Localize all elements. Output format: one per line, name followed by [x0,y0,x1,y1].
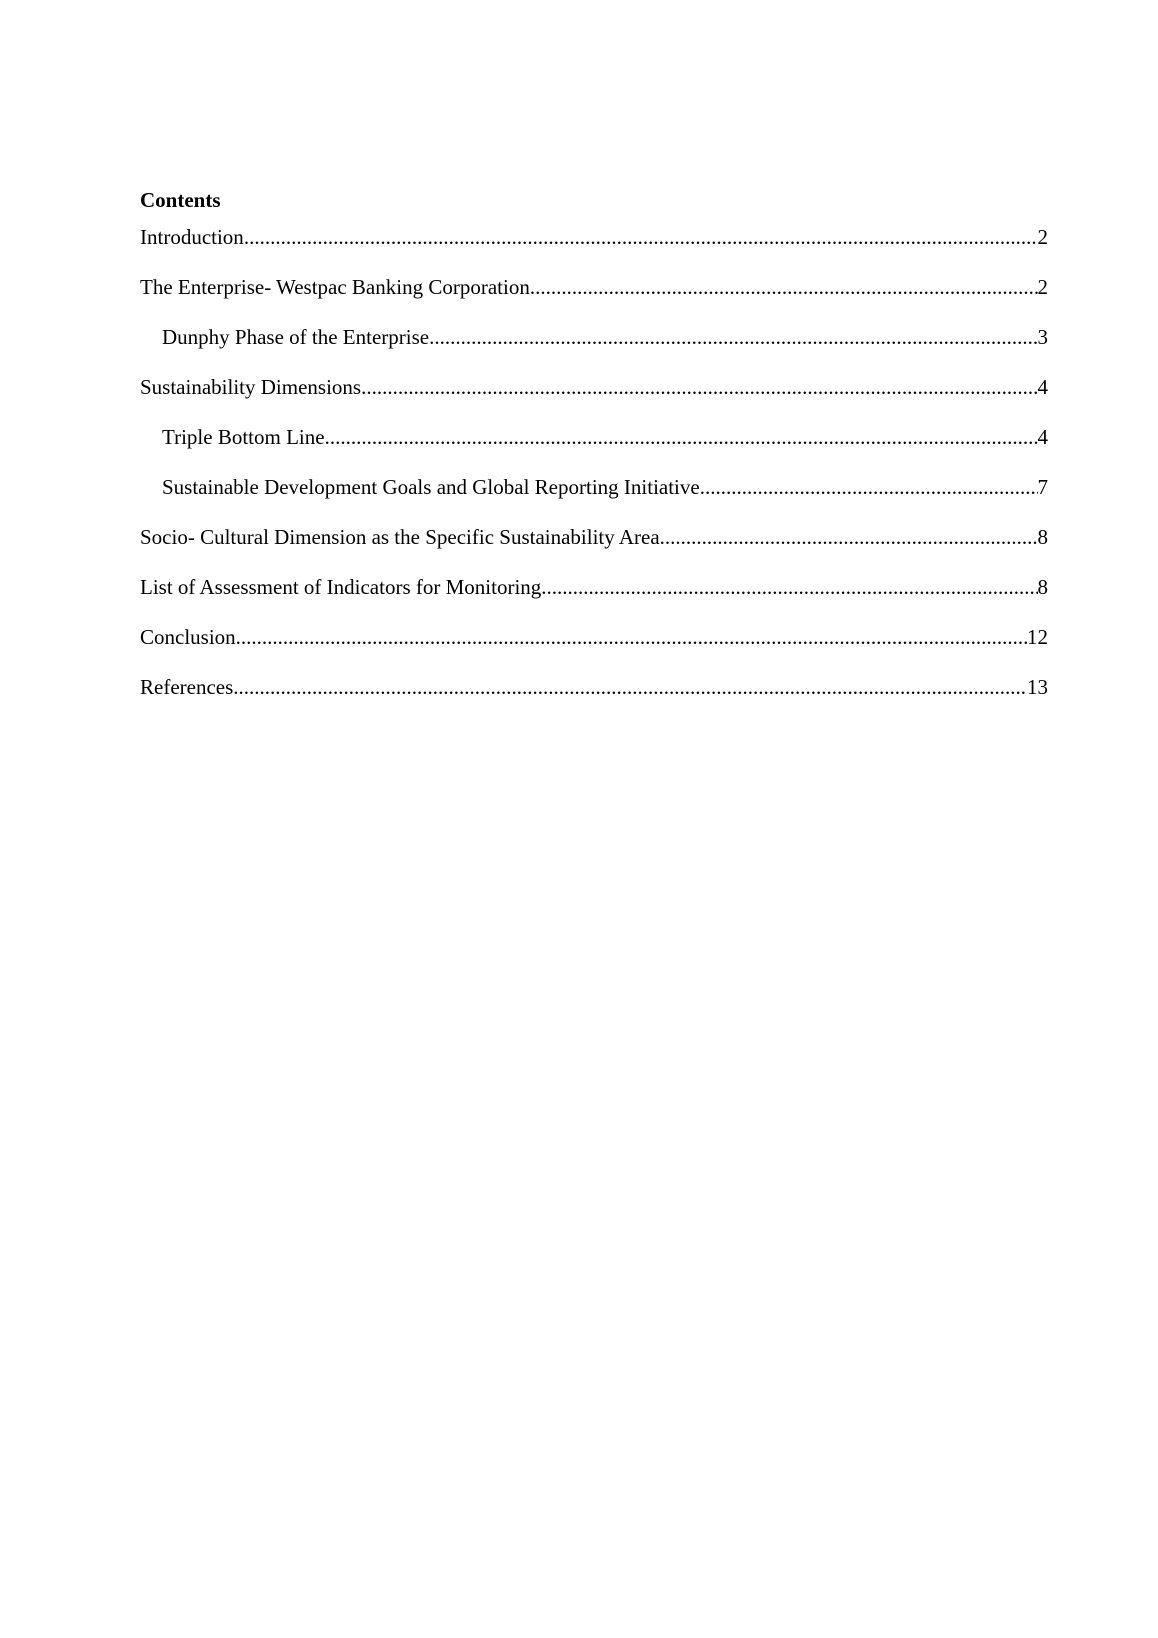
toc-entry-title: List of Assessment of Indicators for Monitoring [140,575,542,599]
toc-dot-leader [233,674,1027,700]
toc-list [140,224,1048,700]
toc-dot-leader [244,224,1038,250]
toc-entry-title: Sustainability Dimensions [140,375,362,399]
toc-entry-title: Socio- Cultural Dimension as the Specific Sustainability Area [140,525,660,549]
toc-dot-leader [660,524,1038,550]
toc-entry-page: 3 [1037,325,1048,349]
toc-dot-leader [429,324,1037,350]
toc-entry-title: The Enterprise- Westpac Banking Corporation [140,275,530,299]
toc-entry-page: 2 [1037,225,1048,249]
toc-entry-sustainability-dimensions[interactable] [140,374,1048,400]
toc-entry-title: Introduction [140,225,244,249]
toc-entry-page: 8 [1037,575,1048,599]
toc-entry-page: 2 [1037,275,1048,299]
toc-entry-title: References [140,675,234,699]
toc-entry-conclusion[interactable] [140,624,1048,650]
toc-entry-triple-bottom-line[interactable] [140,424,1048,450]
toc-entry-title: Dunphy Phase of the Enterprise [162,325,430,349]
table-of-contents [140,186,1048,724]
toc-dot-leader [236,624,1027,650]
toc-entry-indicators[interactable] [140,574,1048,600]
toc-entry-title: Triple Bottom Line [162,425,325,449]
toc-entry-page: 12 [1027,625,1048,649]
toc-dot-leader [530,274,1038,300]
toc-entry-title: Sustainable Development Goals and Global Reporting Initiative [162,475,700,499]
toc-dot-leader [361,374,1037,400]
toc-dot-leader [700,474,1038,500]
toc-entry-dunphy-phase[interactable] [140,324,1048,350]
toc-entry-title: Conclusion [140,625,236,649]
toc-entry-page: 13 [1027,675,1048,699]
toc-dot-leader [325,424,1038,450]
toc-entry-socio-cultural[interactable] [140,524,1048,550]
toc-entry-introduction[interactable] [140,224,1048,250]
toc-dot-leader [541,574,1037,600]
toc-entry-enterprise[interactable] [140,274,1048,300]
toc-entry-references[interactable] [140,674,1048,700]
toc-entry-page: 4 [1037,375,1048,399]
toc-entry-page: 8 [1037,525,1048,549]
toc-entry-sdg-gri[interactable] [140,474,1048,500]
toc-entry-page: 4 [1037,425,1048,449]
toc-heading: Contents [140,188,221,212]
toc-entry-page: 7 [1037,475,1048,499]
